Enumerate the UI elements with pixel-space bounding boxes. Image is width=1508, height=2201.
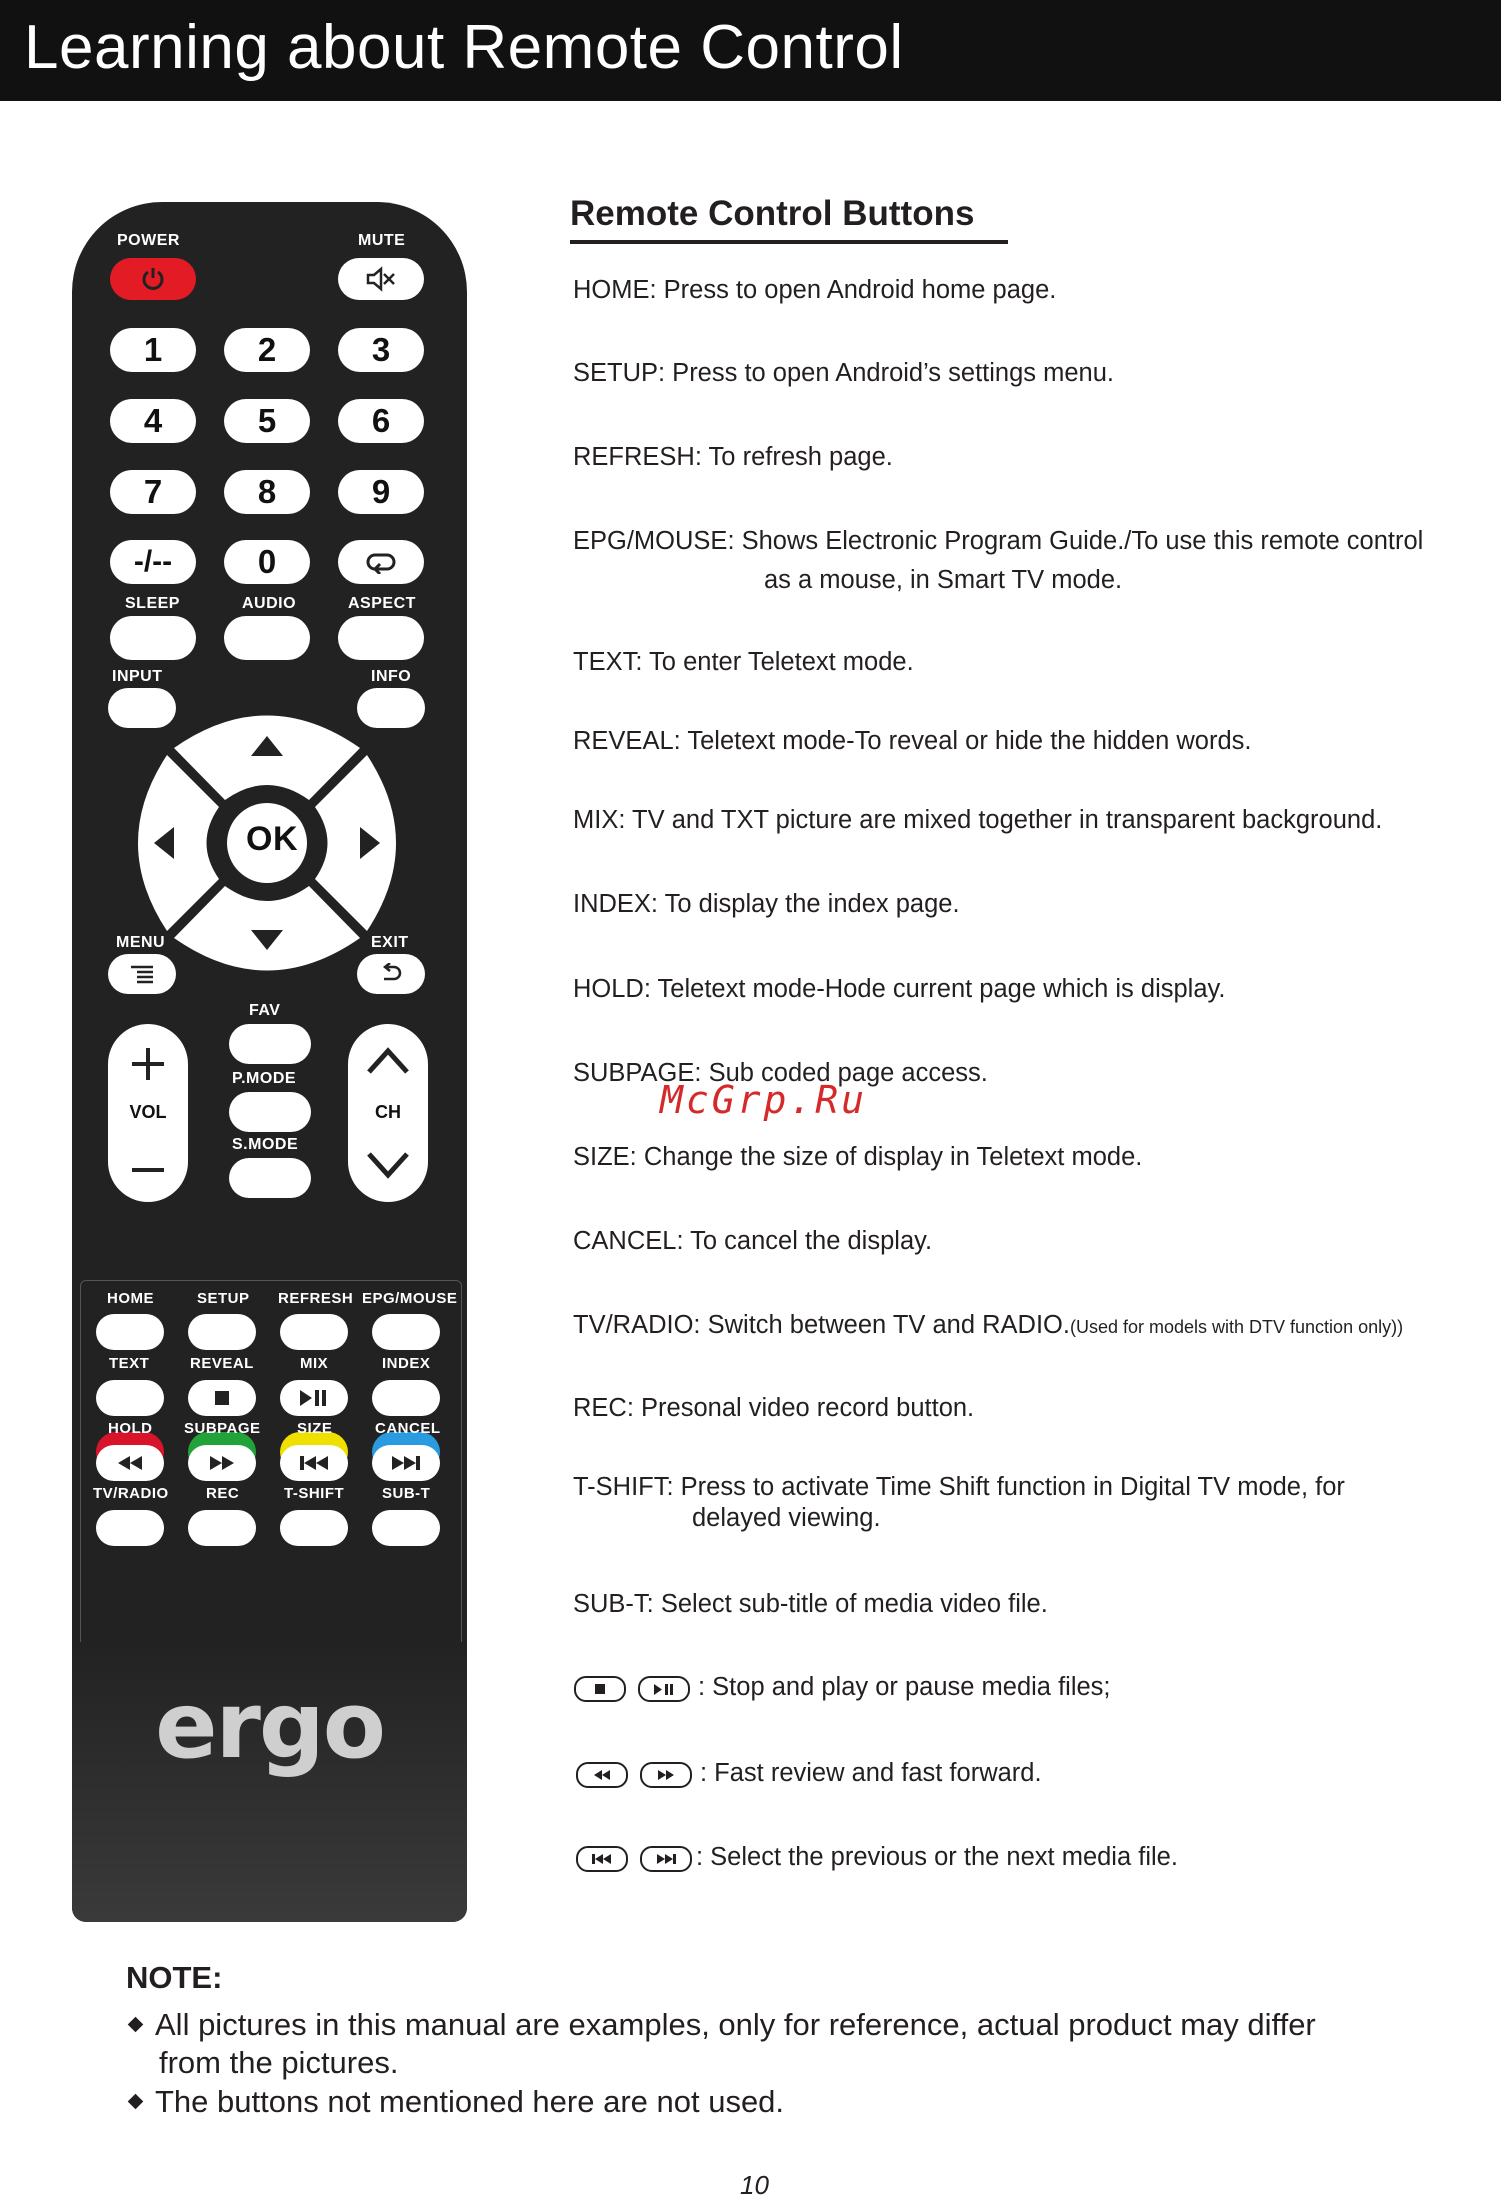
desc-cancel-value: To cancel the display.: [683, 1227, 933, 1255]
heading-underline: [570, 240, 1008, 244]
up-button: [174, 716, 360, 801]
smode-button: [229, 1158, 311, 1198]
label-size: SIZE: [297, 1420, 333, 1437]
label-hold: HOLD: [108, 1420, 153, 1437]
mini-rewind-button: [576, 1762, 628, 1788]
page-number: 10: [740, 2170, 769, 2200]
digit-3-button: 3: [338, 328, 424, 372]
label-setup: SETUP: [197, 1290, 250, 1307]
desc-epg-line1: EPG/MOUSE: Shows Electronic Program Guide./To use this remote control: [573, 527, 1424, 555]
label-info: INFO: [371, 668, 412, 685]
down-button: [174, 886, 360, 971]
label-sleep: SLEEP: [125, 595, 180, 612]
desc-text-value: To enter Teletext mode.: [642, 648, 914, 676]
label-home: HOME: [107, 1290, 154, 1307]
tshift-button: [280, 1510, 348, 1546]
desc-subt-key: SUB-T:: [573, 1590, 654, 1618]
channel-rocker: [348, 1024, 428, 1202]
epg-mouse-button: [372, 1314, 440, 1350]
reveal-button: [188, 1380, 256, 1416]
chevron-up-icon: [366, 1046, 410, 1076]
note-line2: The buttons not mentioned here are not used.: [155, 2084, 785, 2119]
chevron-down-icon: [366, 1150, 410, 1180]
label-input: INPUT: [112, 668, 163, 685]
desc-reveal: [573, 727, 1252, 756]
label-fav: FAV: [249, 1002, 281, 1019]
power-button: [110, 258, 196, 300]
desc-index-value: To display the index page.: [658, 890, 960, 918]
desc-subpage-key: SUBPAGE:: [573, 1059, 702, 1087]
fast-forward-icon: [207, 1454, 237, 1472]
next-track-icon: [390, 1454, 422, 1472]
desc-subt-value: Select sub-title of media video file.: [653, 1590, 1048, 1618]
desc-tvradio: [573, 1311, 1403, 1340]
minus-icon: [130, 1152, 166, 1188]
swap-channel-icon: [359, 550, 403, 574]
desc-subpage-value: Sub coded page access.: [701, 1059, 988, 1087]
label-refresh: REFRESH: [278, 1290, 354, 1307]
desc-cancel: [573, 1227, 932, 1256]
desc-reveal-value: Teletext mode-To reveal or hide the hidden words.: [680, 727, 1252, 755]
label-mute: MUTE: [358, 232, 406, 249]
previous-track-icon: [591, 1853, 613, 1865]
desc-hold-value: Teletext mode-Hode current page which is display.: [650, 975, 1226, 1003]
fav-button: [229, 1024, 311, 1064]
return-channel-button: [338, 540, 424, 584]
sleep-button: [110, 616, 196, 660]
note-heading: NOTE:: [126, 1960, 223, 1995]
tvradio-button: [96, 1510, 164, 1546]
power-icon: [139, 265, 167, 293]
brand-logo: ergo: [155, 1672, 384, 1779]
text-button: [96, 1380, 164, 1416]
label-subt: SUB-T: [382, 1485, 431, 1502]
note-line1-cont: from the pictures.: [159, 2045, 399, 2080]
dash-button: -/--: [110, 540, 196, 584]
setup-button: [188, 1314, 256, 1350]
label-mix: MIX: [300, 1355, 329, 1372]
refresh-button: [280, 1314, 348, 1350]
desc-tvradio-note: (Used for models with DTV function only)): [1069, 1317, 1404, 1337]
desc-hold-key: HOLD:: [573, 975, 651, 1003]
label-pmode: P.MODE: [232, 1070, 297, 1087]
desc-media-review-forward: : Fast review and fast forward.: [700, 1759, 1042, 1787]
desc-text: [573, 648, 914, 677]
mini-previous-button: [576, 1846, 628, 1872]
mini-next-button: [640, 1846, 692, 1872]
label-subpage: SUBPAGE: [184, 1420, 261, 1437]
label-vol: VOL: [129, 1102, 167, 1122]
desc-mix-key: MIX:: [573, 806, 626, 834]
label-tvradio: TV/RADIO: [93, 1485, 169, 1502]
label-index: INDEX: [382, 1355, 431, 1372]
digit-7-button: 7: [110, 470, 196, 514]
rewind-icon: [115, 1454, 145, 1472]
desc-rec-value: Presonal video record button.: [633, 1394, 975, 1422]
note-line1: All pictures in this manual are examples, only for reference, actual product may differ: [155, 2007, 1316, 2042]
desc-size-key: SIZE:: [573, 1143, 637, 1171]
aspect-button: [338, 616, 424, 660]
desc-mix-value: TV and TXT picture are mixed together in transparent background.: [625, 806, 1383, 834]
mini-play-pause-button: [638, 1676, 690, 1702]
stop-icon: [214, 1390, 230, 1406]
plus-icon: [130, 1046, 166, 1082]
mute-button: [338, 258, 424, 300]
desc-index-key: INDEX:: [573, 890, 659, 918]
subt-button: [372, 1510, 440, 1546]
digit-6-button: 6: [338, 399, 424, 443]
rewind-icon: [592, 1769, 612, 1781]
cancel-button: [372, 1445, 440, 1481]
desc-cancel-key: CANCEL:: [573, 1227, 684, 1255]
desc-rec-key: REC:: [573, 1394, 634, 1422]
digit-8-button: 8: [224, 470, 310, 514]
label-smode: S.MODE: [232, 1136, 299, 1153]
index-button: [372, 1380, 440, 1416]
previous-track-icon: [298, 1454, 330, 1472]
exit-button: [357, 954, 425, 994]
label-exit: EXIT: [371, 934, 409, 951]
label-menu: MENU: [116, 934, 166, 951]
desc-size: [573, 1143, 1142, 1172]
pmode-button: [229, 1092, 311, 1132]
desc-hold: [573, 975, 1225, 1004]
desc-subt: [573, 1590, 1048, 1619]
audio-button: [224, 616, 310, 660]
label-tshift: T-SHIFT: [284, 1485, 345, 1502]
bullet-icon: [128, 2017, 144, 2033]
label-text: TEXT: [109, 1355, 150, 1372]
desc-index: [573, 890, 960, 919]
note-item-1: [130, 2007, 1316, 2043]
note-item-2: [130, 2084, 784, 2120]
label-power: POWER: [117, 232, 180, 249]
desc-tshift-value: Press to activate Time Shift function in Digital TV mode, for: [673, 1473, 1345, 1501]
desc-size-value: Change the size of display in Teletext mode.: [636, 1143, 1143, 1171]
back-icon: [378, 963, 404, 985]
desc-reveal-key: REVEAL:: [573, 727, 681, 755]
desc-rec: [573, 1394, 974, 1423]
volume-rocker: [108, 1024, 188, 1202]
remote-control-illustration: [72, 202, 467, 1922]
next-track-icon: [655, 1853, 677, 1865]
desc-tshift-line2: delayed viewing.: [692, 1504, 881, 1532]
desc-tvradio-key: TV/RADIO:: [573, 1311, 701, 1339]
desc-setup: SETUP: Press to open Android’s settings menu.: [573, 359, 1114, 387]
fast-forward-icon: [656, 1769, 676, 1781]
mini-stop-button: [574, 1676, 626, 1702]
desc-tshift-key: T-SHIFT:: [573, 1473, 674, 1501]
title-bar: [0, 0, 1501, 101]
digit-9-button: 9: [338, 470, 424, 514]
desc-tshift: [573, 1473, 1345, 1502]
home-button: [96, 1314, 164, 1350]
label-reveal: REVEAL: [190, 1355, 254, 1372]
play-pause-icon: [298, 1389, 330, 1407]
digit-4-button: 4: [110, 399, 196, 443]
page-title: Learning about Remote Control: [24, 13, 904, 82]
digit-0-button: 0: [224, 540, 310, 584]
mix-button: [280, 1380, 348, 1416]
desc-refresh: REFRESH: To refresh page.: [573, 443, 893, 471]
digit-1-button: 1: [110, 328, 196, 372]
section-heading: Remote Control Buttons: [570, 194, 975, 233]
bullet-icon: [128, 2094, 144, 2110]
digit-2-button: 2: [224, 328, 310, 372]
mini-fast-forward-button: [640, 1762, 692, 1788]
desc-tvradio-value: Switch between TV and RADIO.: [700, 1311, 1070, 1339]
desc-media-prev-next: : Select the previous or the next media file.: [696, 1843, 1178, 1871]
digit-5-button: 5: [224, 399, 310, 443]
label-ch: CH: [375, 1102, 401, 1122]
desc-epg-line2: as a mouse, in Smart TV mode.: [764, 566, 1123, 594]
menu-button: [108, 954, 176, 994]
label-aspect: ASPECT: [348, 595, 416, 612]
ok-label: OK: [246, 820, 298, 858]
desc-mix: [573, 806, 1382, 835]
size-button: [280, 1445, 348, 1481]
label-cancel: CANCEL: [375, 1420, 441, 1437]
desc-media-stop-play: : Stop and play or pause media files;: [698, 1673, 1111, 1701]
menu-icon: [129, 964, 155, 984]
rec-button: [188, 1510, 256, 1546]
stop-icon: [594, 1683, 606, 1695]
subpage-button: [188, 1445, 256, 1481]
desc-home: HOME: Press to open Android home page.: [573, 276, 1057, 304]
label-epg: EPG/MOUSE: [362, 1290, 458, 1307]
desc-text-key: TEXT:: [573, 648, 643, 676]
mute-icon: [365, 266, 397, 292]
watermark: McGrp.Ru: [660, 1078, 868, 1122]
hold-button: [96, 1445, 164, 1481]
label-audio: AUDIO: [242, 595, 297, 612]
label-rec: REC: [206, 1485, 240, 1502]
play-pause-icon: [653, 1683, 675, 1696]
